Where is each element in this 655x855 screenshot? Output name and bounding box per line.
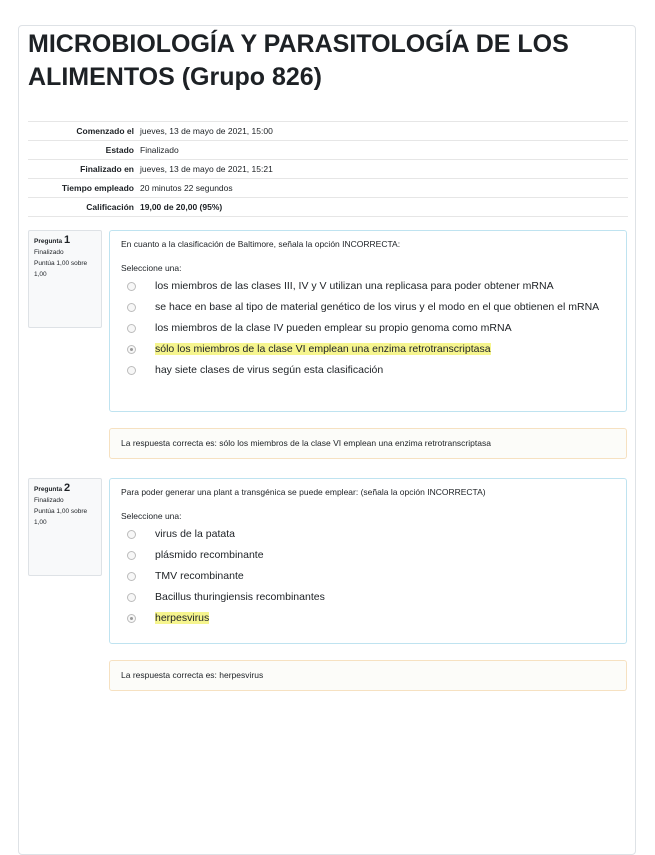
radio-button-selected[interactable] bbox=[127, 614, 136, 623]
question-number: Pregunta 1 bbox=[34, 234, 71, 246]
answer-option[interactable] bbox=[121, 545, 615, 566]
summary-row bbox=[28, 122, 628, 141]
summary-value: jueves, 13 de mayo de 2021, 15:00 bbox=[140, 126, 273, 136]
answer-option-label: se hace en base al tipo de material genético de los virus y el modo en el que obtienen el mRNA bbox=[155, 301, 600, 313]
summary-label: Tiempo empleado bbox=[61, 183, 134, 193]
attempt-summary-table bbox=[28, 121, 628, 217]
summary-value: 19,00 de 20,00 (95%) bbox=[140, 202, 223, 212]
answer-option[interactable] bbox=[121, 566, 615, 587]
answer-option-label: los miembros de la clase IV pueden emplear su propio genoma como mRNA bbox=[155, 322, 512, 334]
summary-row bbox=[28, 160, 628, 179]
page-title: MICROBIOLOGÍA Y PARASITOLOGÍA DE LOS ALIMENTOS (Grupo 826) bbox=[28, 30, 569, 91]
answer-option-label: sólo los miembros de la clase VI emplean una enzima retrotranscriptasa bbox=[155, 343, 491, 355]
answer-option[interactable] bbox=[121, 318, 615, 339]
summary-label: Comenzado el bbox=[76, 126, 134, 136]
summary-row bbox=[28, 198, 628, 217]
answer-option-selected[interactable] bbox=[121, 339, 615, 360]
summary-value: Finalizado bbox=[140, 145, 179, 155]
question-text: Para poder generar una plant a transgénica se puede emplear: (señala la opción INCORRECTA) bbox=[121, 487, 486, 497]
radio-button[interactable] bbox=[127, 366, 136, 375]
answer-option[interactable] bbox=[121, 360, 615, 381]
answer-prompt: Seleccione una: bbox=[121, 263, 182, 273]
radio-button-selected[interactable] bbox=[127, 345, 136, 354]
radio-button[interactable] bbox=[127, 530, 136, 539]
question-score: Puntúa 1,00 sobre 1,00 bbox=[34, 260, 88, 278]
answer-option-label: virus de la patata bbox=[155, 528, 235, 540]
question-score: Puntúa 1,00 sobre 1,00 bbox=[34, 508, 88, 526]
answer-option[interactable] bbox=[121, 524, 615, 545]
answer-option[interactable] bbox=[121, 587, 615, 608]
answer-prompt: Seleccione una: bbox=[121, 511, 182, 521]
summary-row bbox=[28, 141, 628, 160]
radio-button[interactable] bbox=[127, 593, 136, 602]
question-info-1 bbox=[28, 230, 102, 328]
answer-option-label: TMV recombinante bbox=[155, 570, 244, 582]
question-box-2 bbox=[109, 478, 627, 644]
radio-button[interactable] bbox=[127, 303, 136, 312]
question-box-1 bbox=[109, 230, 627, 412]
question-info-2 bbox=[28, 478, 102, 576]
answer-option-label: Bacillus thuringiensis recombinantes bbox=[155, 591, 325, 603]
question-text: En cuanto a la clasificación de Baltimore, señala la opción INCORRECTA: bbox=[121, 239, 401, 249]
answer-option[interactable] bbox=[121, 297, 615, 318]
answer-option[interactable] bbox=[121, 276, 615, 297]
question-status: Finalizado bbox=[34, 249, 64, 256]
summary-value: 20 minutos 22 segundos bbox=[140, 183, 233, 193]
radio-button[interactable] bbox=[127, 324, 136, 333]
summary-value: jueves, 13 de mayo de 2021, 15:21 bbox=[140, 164, 273, 174]
answer-option-label: los miembros de las clases III, IV y V utilizan una replicasa para poder obtener mRNA bbox=[155, 280, 554, 292]
summary-label: Calificación bbox=[86, 202, 134, 212]
summary-row bbox=[28, 179, 628, 198]
answer-option-label: plásmido recombinante bbox=[155, 549, 264, 561]
radio-button[interactable] bbox=[127, 551, 136, 560]
correct-answer-feedback-1: La respuesta correcta es: sólo los miembros de la clase VI emplean una enzima retrotranscriptasa bbox=[109, 428, 627, 459]
correct-answer-feedback-2: La respuesta correcta es: herpesvirus bbox=[109, 660, 627, 691]
answer-option-selected[interactable] bbox=[121, 608, 615, 629]
answer-option-label: herpesvirus bbox=[155, 612, 210, 624]
question-status: Finalizado bbox=[34, 497, 64, 504]
radio-button[interactable] bbox=[127, 282, 136, 291]
radio-button[interactable] bbox=[127, 572, 136, 581]
answer-option-label: hay siete clases de virus según esta clasificación bbox=[155, 364, 384, 376]
summary-label: Estado bbox=[105, 145, 134, 155]
question-number: Pregunta 2 bbox=[34, 482, 71, 494]
summary-label: Finalizado en bbox=[80, 164, 134, 174]
